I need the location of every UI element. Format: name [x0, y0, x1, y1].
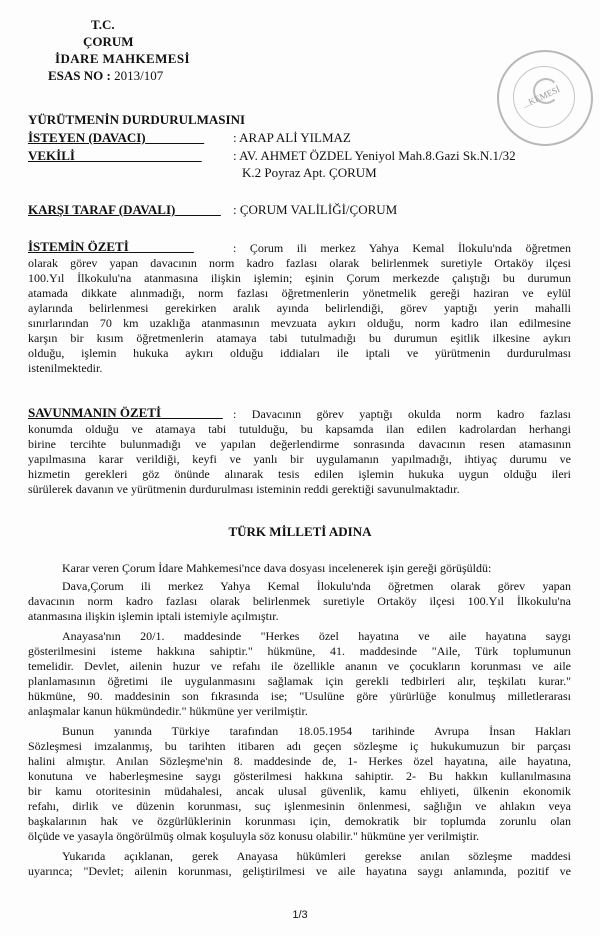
body-line: bir kamu otoritesinin müdahalesi, ancak ulusal güvenlik, kamu ehliyeti, ülkenin ekonomik — [28, 784, 571, 798]
body-line: Yukarıda açıklanan, gerek Anayasa hükümleri gerekse anılan sözleşme maddesi — [62, 849, 571, 863]
savunma-line: konumda olduğu ve atamaya tabi tutulduğu, bu kapsamda ilan edilen kadrolardan herhangi — [28, 422, 571, 436]
body-line: konutuna ve haberleşmesine saygı gösterilmesi hakkına sahiptir. 2- Bu hakkın kullanılmasına — [28, 769, 571, 783]
body-line: Anayasa'nın 20/1. maddesinde "Herkes özel hayatına ve aile hayatına saygı — [62, 629, 571, 643]
body-line: halini almıştır. Anılan Sözleşme'nin 8. maddesinde de, 1- Herkes özel hayatına, aile hayatına, — [28, 754, 571, 768]
istem-line: 100.Yıl İlkokulu'na atanmasına ilişkin işlemin; eşinin Çorum merkezde çalıştığı bu durumun — [28, 271, 571, 285]
istem-label: İSTEMİN ÖZETİ — [28, 239, 129, 254]
body-line: planlamasının öğretimi ile uygulanmasını sağlamak için gerekli tedbirleri alır, teşkilatı kurar." — [28, 674, 571, 688]
karsi-taraf-label: KARŞI TARAF (DAVALI) — [28, 202, 176, 217]
body-line: uyarınca; "Devlet; ailenin korunması, geliştirilmesi ve aile hayatına saygı anlamında, pozitif ve — [28, 864, 571, 878]
istem-line: atamada dikkate alınmadığı, norm fazlası öğretmenlerin yönetmelik gereği haziran ve eylül — [28, 286, 571, 300]
body-line: Karar veren Çorum İdare Mahkemesi'nce dava dosyası incelenerek işin gereği görüşüldü: — [62, 561, 492, 575]
savunma-line: sürülerek davanın ve yürütmenin durdurulması isteminin reddi gerektiği savunulmaktadır. — [28, 482, 460, 496]
page-number: 1/3 — [292, 909, 308, 921]
yurutme-label: YÜRÜTMENİN DURDURULMASINI — [28, 112, 246, 127]
court-heading: İDARE MAHKEMESİ — [55, 51, 190, 66]
savunma-line: yapılmasına karar verildiği, keyfi ve yanlı bir uygulamanın yapılmadığı, ihtiyaç durumu ve — [28, 452, 571, 466]
body-line: refahı, dirlik ve düzenin korunması, suç işlenmesinin önlenmesi, sağlığın ve ahlakın veya — [28, 799, 571, 813]
esas-label: ESAS NO : — [48, 68, 111, 83]
body-line: gösterilmesini isteme hakkına sahiptir." hükmüne, 41. maddesinde "Aile, Türk toplumunun — [28, 644, 571, 658]
court-seal — [497, 50, 593, 146]
body-line: temelidir. Devlet, ailenin huzur ve refahı ile özellikle ananın ve çocukların korunması ve aile — [28, 659, 571, 673]
isteyen-label: İSTEYEN (DAVACI) — [28, 130, 146, 145]
vekil-label: VEKİLİ — [28, 148, 75, 163]
karsi-taraf-value: : ÇORUM VALİLİĞİ/ÇORUM — [233, 202, 398, 217]
tc-heading: T.C. — [91, 17, 115, 32]
savunma-line: hizmetin gerekleri göz önünde alınarak tesis edilen işlemin hukuka uygun olduğu ileri — [28, 467, 571, 481]
isteyen-value: : ARAP ALİ YILMAZ — [233, 130, 351, 145]
istem-line: olduğu, işlemin hukuka aykırı olduğu iddiaları ile iptali ve yürütmenin durdurulması — [28, 346, 571, 360]
body-line: ölçüde ve yasayla öngörülmüş olmak koşuluyla söz konusu olabilir." hükmüne yer verilmiştir. — [28, 829, 480, 843]
body-line: anlaşmalar kanun hükmündedir." hükmüne yer verilmiştir. — [28, 704, 308, 718]
esas-no — [48, 69, 163, 83]
vekil-value-line1: : AV. AHMET ÖZDEL Yeniyol Mah.8.Gazi Sk.N.1/32 — [233, 148, 516, 163]
istem-line: : Çorum ili merkez Yahya Kemal İlokulu'nda öğretmen — [233, 241, 571, 255]
savunma-label: SAVUNMANIN ÖZETİ — [28, 405, 162, 420]
millet-adina-title: TÜRK MİLLETİ ADINA — [228, 524, 372, 539]
body-line: davacının norm kadro fazlası olarak belirlenmek suretiyle Ortaköy ilçesi 100.Yıl İlkokulu'na — [28, 594, 571, 608]
body-line: Bunun yanında Türkiye tarafından 18.05.1954 tarihinde Avrupa İnsan Hakları — [62, 724, 571, 738]
body-line: atanmasına ilişkin işlemin iptali istemiyle açılmıştır. — [28, 609, 279, 623]
istem-line: olarak görev yapan davacının norm kadro fazlası olarak belirlenmek suretiyle Ortaköy ilçesi — [28, 256, 571, 270]
istem-line: sınırlarından 70 km uzaklığa atanmasının mevzuata aykırı olduğu, norm kadro ilan edilmesine — [28, 316, 571, 330]
body-line: Sözleşmesi imzalanmış, bu tarihten itibaren adı geçen sözleşme iç hukukumuzun bir parçası — [28, 739, 571, 753]
city-heading: ÇORUM — [83, 34, 134, 49]
savunma-line: : Davacının görev yaptığı okulda norm kadro fazlası — [233, 407, 571, 421]
seal-text: ...KEMESİ — [520, 83, 562, 111]
body-line: hükmüne, 90. maddesinin son fıkrasında ise; "Usulüne göre yürürlüğe konulmuş milletlerarası — [28, 689, 571, 703]
istem-line: karşın bir kısım öğretmenlerin atamaya tabi tutulmadığı bu durumun eşitlik ilkesine aykırı — [28, 331, 571, 345]
istem-line: istenilmektedir. — [28, 361, 103, 375]
esas-value: 2013/107 — [114, 68, 164, 83]
savunma-line: birine tercihte bulunmadığı ve yapılan değerlendirme sonrasında davacının resen atamasının — [28, 437, 571, 451]
istem-line: aylarında belirlenmesi gerekirken aralık ayında belirlendiği, görev yaptığı yerin mahalli — [28, 301, 571, 315]
body-line: başkalarının hak ve özgürlüklerinin korunması için, demokratik bir toplumda zorunlu olan — [28, 814, 571, 828]
body-line: Dava,Çorum ili merkez Yahya Kemal İlokulu'nda öğretmen olarak görev yapan — [62, 579, 571, 593]
vekil-value-line2: K.2 Poyraz Apt. ÇORUM — [242, 165, 377, 180]
